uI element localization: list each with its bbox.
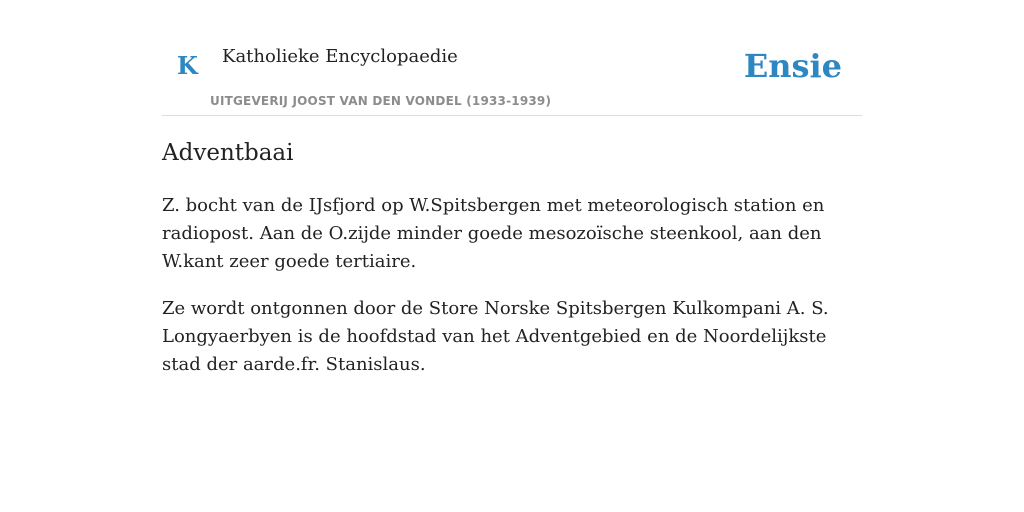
article-body xyxy=(162,192,862,398)
ensie-brand-link[interactable]: Ensie xyxy=(743,47,842,85)
article-paragraph: Ze wordt ontgonnen door de Store Norske Spitsbergen Kulkompani A. S. Longyaerbyen is de hoofdstad van het Adventgebied en de Noordelijkste stad der aarde.fr. Stanislaus. xyxy=(162,298,829,375)
publisher-subtitle: UITGEVERIJ JOOST VAN DEN VONDEL (1933-1939) xyxy=(210,94,552,108)
site-header xyxy=(162,0,862,116)
site-title-link[interactable]: Katholieke Encyclopaedie xyxy=(222,46,458,67)
page-container xyxy=(162,0,862,512)
article-title: Adventbaai xyxy=(162,140,294,166)
logo-icon[interactable]: K xyxy=(177,51,198,80)
article-paragraph: Z. bocht van de IJsfjord op W.Spitsbergen met meteorologisch station en radiopost. Aan de O.zijde minder goede mesozoïsche steenkool, aan den W.kant zeer goede tertiaire. xyxy=(162,195,825,272)
